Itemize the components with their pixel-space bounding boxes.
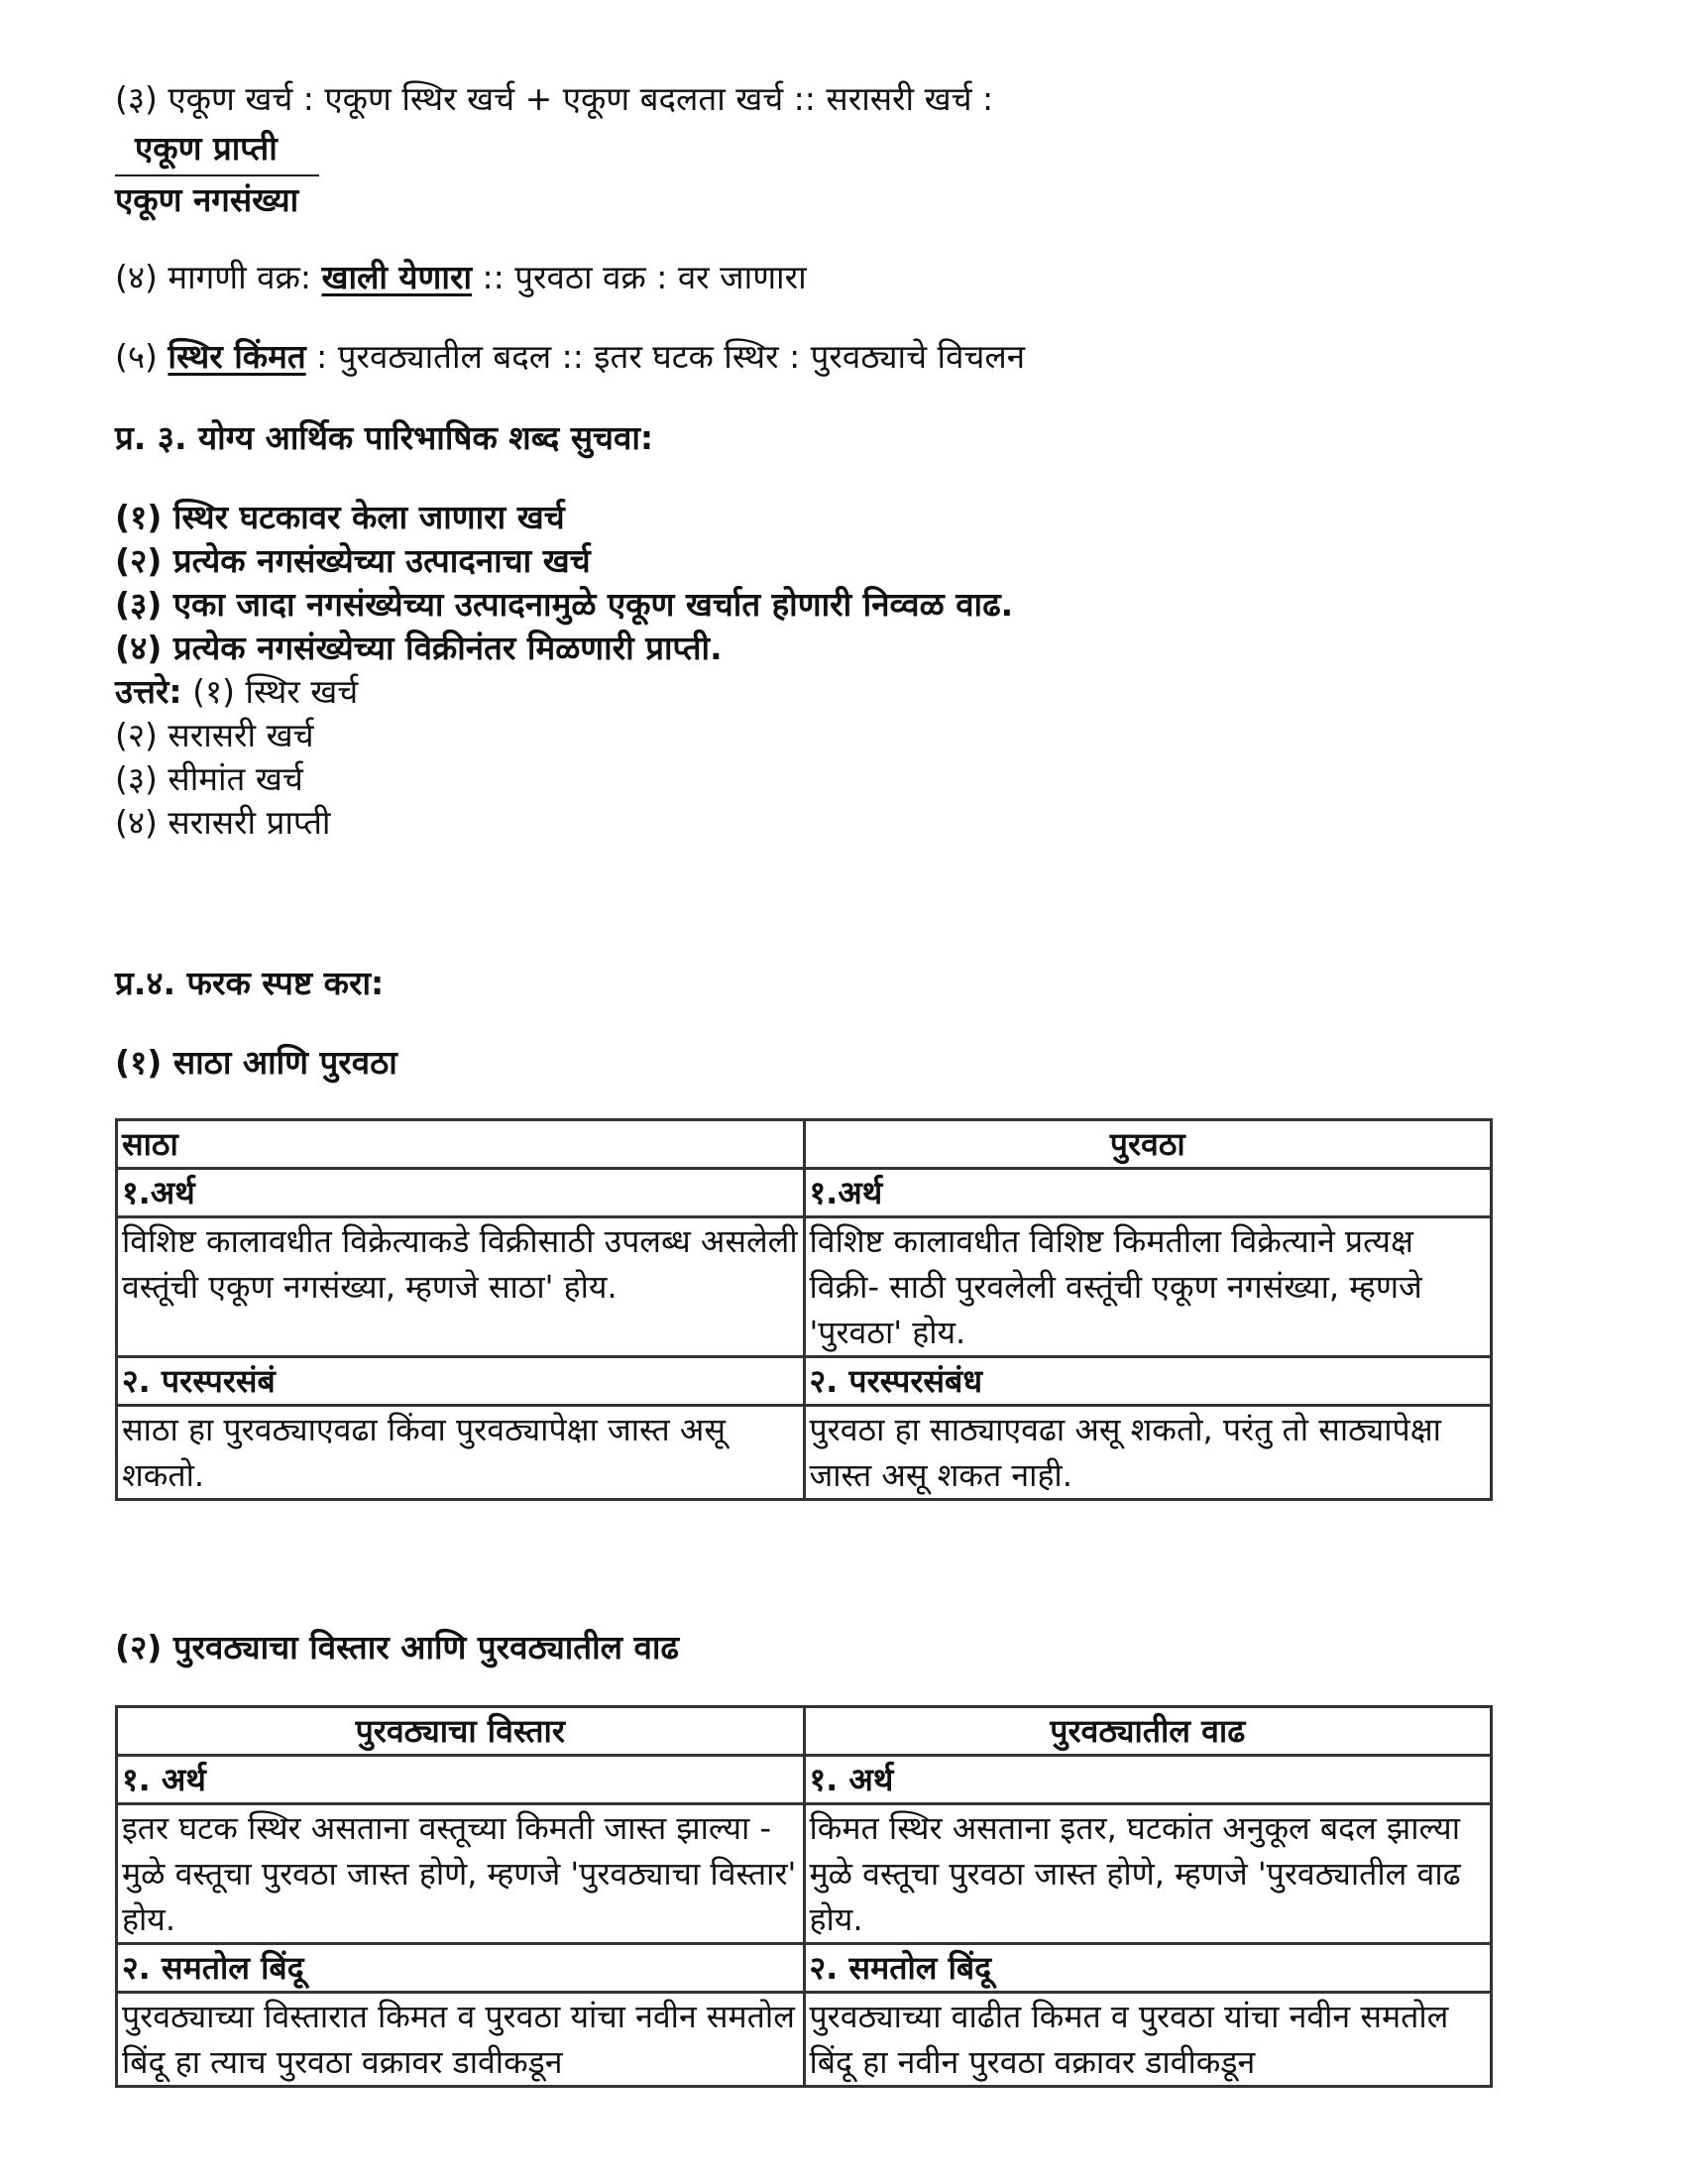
table-cell: इतर घटक स्थिर असताना वस्तूच्या किमती जास्त झाल्या - मुळे वस्तूचा पुरवठा जास्त होणे, म्हणजे 'पुरवठ्याचा विस्तार' होय. [117,1804,805,1944]
table-header-cell: साठा [117,1120,805,1169]
table-cell: २. परस्परसंबंध [804,1357,1492,1406]
table-header-cell: पुरवठ्यातील वाढ [804,1707,1492,1756]
table-cell: १.अर्थ [804,1169,1492,1217]
table-row [117,1217,1492,1357]
line4-prefix: (४) मागणी वक्र: [115,258,322,296]
line-total-cost: (३) एकूण खर्च : एकूण स्थिर खर्च + एकूण बदलता खर्च :: सरासरी खर्च : [115,79,994,118]
table-cell: २. समतोल बिंदू [117,1944,805,1993]
table-cell: २. समतोल बिंदू [804,1944,1492,1993]
table-cell: १. अर्थ [117,1756,805,1804]
table-row [117,1169,1492,1217]
table-row [117,1944,1492,1993]
line-constant-price [115,335,1025,379]
line4-suffix: :: पुरवठा वक्र : वर जाणारा [472,258,807,296]
fraction-numerator: एकूण प्राप्ती [135,129,278,168]
table-cell: विशिष्ट कालावधीत विक्रेत्याकडे विक्रीसाठी उपलब्ध असलेली वस्तूंची एकूण नगसंख्या, म्हणजे साठा' होय. [117,1217,805,1357]
comparison-table-supply-expansion [115,1705,1493,2088]
line4-underlined: खाली येणारा [321,258,473,296]
line5-underlined: स्थिर किंमत [168,337,306,376]
line5-suffix: : पुरवठ्यातील बदल :: इतर घटक स्थिर : पुरवठ्याचे विचलन [305,337,1026,376]
q3-answers [115,670,358,845]
table-cell: १.अर्थ [117,1169,805,1217]
q3-answer: (२) सरासरी खर्च [115,716,314,754]
table-header-cell: पुरवठा [804,1120,1492,1169]
table-row [117,1993,1492,2087]
q4-sub1: (१) साठा आणि पुरवठा [115,1043,397,1082]
q3-heading: प्र. ३. योग्य आर्थिक पारिभाषिक शब्द सुचवा: [115,418,654,457]
table-cell: १. अर्थ [804,1756,1492,1804]
table-cell: साठा हा पुरवठ्याएवढा किंवा पुरवठ्यापेक्षा जास्त असू शकतो. [117,1406,805,1500]
q3-answer: (१) स्थिर खर्च [192,672,359,711]
q3-item: (१) स्थिर घटकावर केला जाणारा खर्च [115,498,565,536]
q3-answer: (३) सीमांत खर्च [115,759,303,798]
fraction-denominator: एकूण नगसंख्या [115,174,319,222]
line-demand-curve [115,256,807,299]
q3-item: (३) एका जादा नगसंख्येच्या उत्पादनामुळे एकूण खर्चात होणारी निव्वळ वाढ. [115,585,1014,624]
q3-answer: (४) सरासरी प्राप्ती [115,803,331,842]
q3-item: (२) प्रत्येक नगसंख्येच्या उत्पादनाचा खर्च [115,541,591,580]
table-header-cell: पुरवठ्याचा विस्तार [117,1707,805,1756]
q3-item: (४) प्रत्येक नगसंख्येच्या विक्रीनंतर मिळणारी प्राप्ती. [115,629,723,667]
table-cell: विशिष्ट कालावधीत विशिष्ट किमतीला विक्रेत्याने प्रत्यक्ष विक्री- साठी पुरवलेली वस्तूंची एकूण नगसंख्या, म्हणजे 'पुरवठा' होय. [804,1217,1492,1357]
table-row [117,1406,1492,1500]
table-row [117,1804,1492,1944]
q3-items [115,496,1013,670]
table-header-row [117,1120,1492,1169]
table-cell: पुरवठा हा साठ्याएवढा असू शकतो, परंतु तो साठ्यापेक्षा जास्त असू शकत नाही. [804,1406,1492,1500]
answers-label: उत्तरे: [115,672,182,711]
table-cell: २. परस्परसंबं [117,1357,805,1406]
line5-prefix: (५) [115,337,169,376]
q4-sub2: (२) पुरवठ्याचा विस्तार आणि पुरवठ्यातील वाढ [115,1628,679,1667]
table-cell: पुरवठ्याच्या वाढीत किमत व पुरवठा यांचा नवीन समतोल बिंदू हा नवीन पुरवठा वक्रावर डावीकडून [804,1993,1492,2087]
table-row [117,1756,1492,1804]
table-cell: पुरवठ्याच्या विस्तारात किमत व पुरवठा यांचा नवीन समतोल बिंदू हा त्याच पुरवठा वक्रावर डावीकडून [117,1993,805,2087]
table-cell: किमत स्थिर असताना इतर, घटकांत अनुकूल बदल झाल्या मुळे वस्तूचा पुरवठा जास्त होणे, म्हणजे 'पुरवठ्यातील वाढ होय. [804,1804,1492,1944]
q3-answer-row [115,670,358,714]
table-header-row [117,1707,1492,1756]
table-row [117,1357,1492,1406]
comparison-table-stock-supply [115,1118,1493,1501]
q4-heading: प्र.४. फरक स्पष्ट करा: [115,964,385,1002]
